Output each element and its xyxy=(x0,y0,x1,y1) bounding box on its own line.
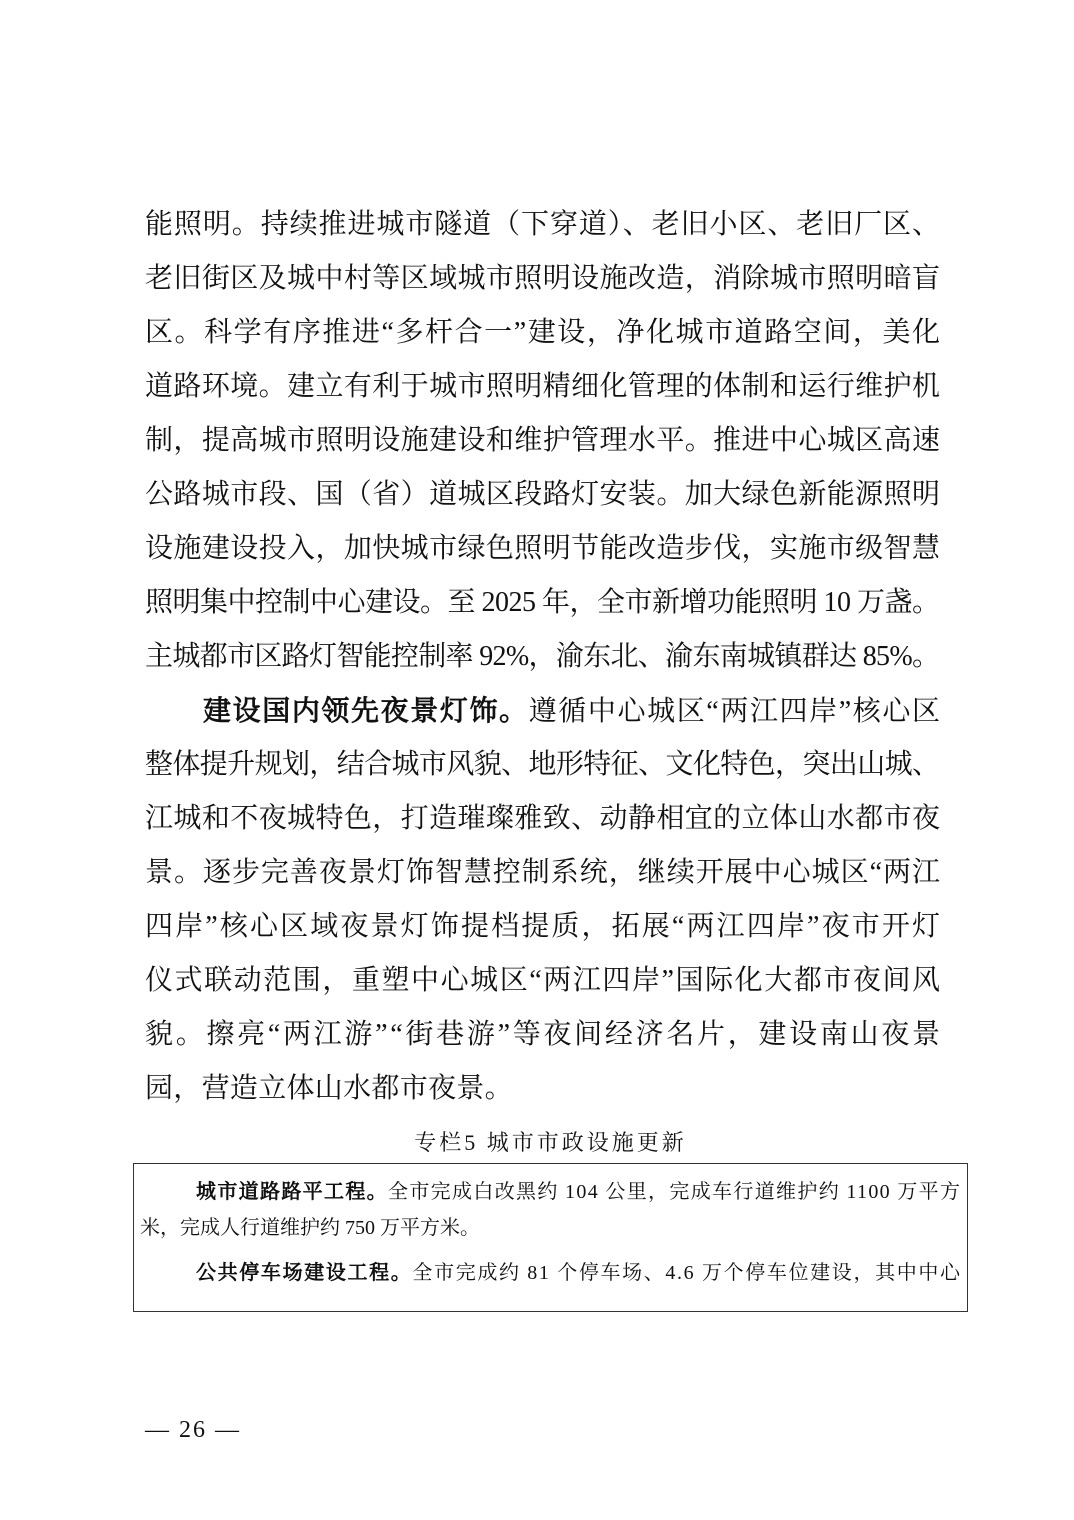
text-line: 江城和不夜城特色，打造璀璨雅致、动静相宜的立体山水都市夜 xyxy=(145,803,941,834)
text-line: 貌。擦亮“两江游”“街巷游”等夜间经济名片，建设南山夜景 xyxy=(145,1019,943,1050)
page-number: — 26 — xyxy=(145,1417,241,1443)
box-text-content: 全市完成白改黑约 104 公里，完成车行道维护约 1100 万平方 xyxy=(388,1181,962,1203)
text-line: 整体提升规划，结合城市风貌、地形特征、文化特色，突出山城、 xyxy=(145,749,940,780)
text-line: 设施建设投入，加快城市绿色照明节能改造步伐，实施市级智慧 xyxy=(145,533,941,564)
box-item-parking xyxy=(140,1255,960,1291)
box-item-heading: 公共停车场建设工程。 xyxy=(196,1262,413,1284)
text-line: 公路城市段、国（省）道城区段路灯安装。加大绿色新能源照明 xyxy=(145,479,941,510)
text-line: 能照明。持续推进城市隧道（下穿道）、老旧小区、老旧厂区、 xyxy=(145,209,941,240)
box-text-line-first xyxy=(196,1174,960,1210)
text-line: 区。科学有序推进“多杆合一”建设，净化城市道路空间，美化 xyxy=(145,317,942,348)
text-line: 仪式联动范围，重塑中心城区“两江四岸”国际化大都市夜间风 xyxy=(145,965,942,996)
text-line: 老旧街区及城中村等区域城市照明设施改造，消除城市照明暗盲 xyxy=(145,263,941,294)
paragraph-heading: 建设国内领先夜景灯饰。 xyxy=(203,695,529,726)
text-line-last: 园，营造立体山水都市夜景。 xyxy=(145,1073,513,1104)
paragraph-city-lighting xyxy=(145,198,940,684)
text-line: 主城都市区路灯智能控制率 92%，渝东北、渝东南城镇群达 85%。 xyxy=(145,641,940,672)
paragraph-night-lighting xyxy=(145,684,943,1116)
text-line: 制，提高城市照明设施建设和维护管理水平。推进中心城区高速 xyxy=(145,425,941,456)
text-line: 道路环境。建立有利于城市照明精细化管理的体制和运行维护机 xyxy=(145,371,941,402)
box-item-road-paving xyxy=(140,1174,960,1246)
text-line: 景。逐步完善夜景灯饰智慧控制系统，继续开展中心城区“两江 xyxy=(145,857,941,888)
text-line-content: 遵循中心城区“两江四岸”核心区 xyxy=(528,696,942,727)
body-text xyxy=(145,198,943,1116)
box-item-heading: 城市道路路平工程。 xyxy=(196,1181,389,1203)
box-text-line-first xyxy=(196,1255,960,1291)
text-line: 照明集中控制中心建设。至 2025 年，全市新增功能照明 10 万盏。 xyxy=(145,587,940,618)
column-box xyxy=(133,1163,968,1312)
column-box-title: 专栏5 城市市政设施更新 xyxy=(414,1130,687,1155)
box-text-line-last: 米，完成人行道维护约 750 万平方米。 xyxy=(140,1217,480,1239)
box-text-content: 全市完成约 81 个停车场、4.6 万个停车位建设，其中中心 xyxy=(412,1262,962,1284)
text-line-first xyxy=(203,684,940,738)
text-line: 四岸”核心区域夜景灯饰提档提质，拓展“两江四岸”夜市开灯 xyxy=(145,911,943,942)
